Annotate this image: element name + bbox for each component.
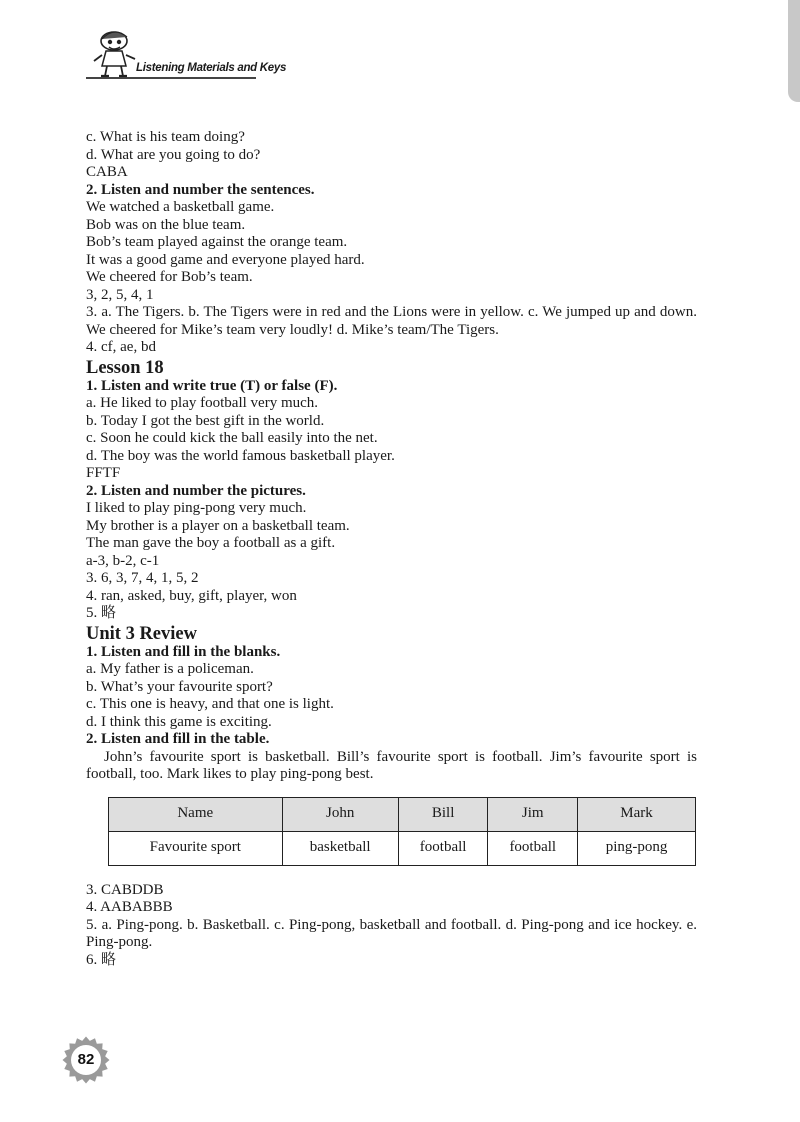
text-line: Bob’s team played against the orange team. bbox=[86, 234, 348, 250]
text-line: b. Today I got the best gift in the world. bbox=[86, 412, 325, 429]
text-line: The man gave the boy a football as a gift. bbox=[86, 535, 336, 551]
section-title: 1. Listen and fill in the blanks. bbox=[86, 643, 281, 660]
section-title: 2. Listen and fill in the table. bbox=[86, 731, 270, 747]
answer-line: 4. ran, asked, buy, gift, player, won bbox=[86, 587, 297, 604]
answer-line: 5. 略 bbox=[86, 605, 117, 621]
text-line: b. What’s your favourite sport? bbox=[86, 678, 273, 695]
answer-paragraph: 5. a. Ping-pong. b. Basketball. c. Ping-pong, basketball and football. d. Ping-pong and ice hockey. e. Ping-pong. bbox=[86, 916, 697, 950]
page-content bbox=[86, 129, 697, 969]
text-line: Bob was on the blue team. bbox=[86, 216, 246, 233]
text-line: It was a good game and everyone played hard. bbox=[86, 251, 365, 268]
answer-line: 3. 6, 3, 7, 4, 1, 5, 2 bbox=[86, 570, 199, 586]
table-header-cell: Mark bbox=[578, 797, 696, 831]
text-line: We watched a basketball game. bbox=[86, 199, 275, 215]
text-line: d. What are you going to do? bbox=[86, 146, 261, 163]
table-cell: basketball bbox=[282, 831, 398, 865]
cartoon-boy-mascot-icon bbox=[92, 28, 138, 78]
table-header-cell: John bbox=[282, 797, 398, 831]
table-cell: football bbox=[398, 831, 488, 865]
table-cell: football bbox=[488, 831, 578, 865]
answer-paragraph: 3. a. The Tigers. b. The Tigers were in red and the Lions were in yellow. c. We jumped up and down. We cheered for Mike’s team very loudly! d. Mike’s team/The Tigers. bbox=[86, 304, 697, 338]
answer-line: 4. cf, ae, bd bbox=[86, 339, 156, 355]
text-line: c. This one is heavy, and that one is light. bbox=[86, 696, 334, 712]
answer-line: 3. CABDDB bbox=[86, 881, 164, 898]
answer-line: 4. AABABBB bbox=[86, 899, 173, 915]
text-line: a. My father is a policeman. bbox=[86, 661, 254, 677]
text-line: My brother is a player on a basketball team. bbox=[86, 517, 350, 534]
favourite-sport-table bbox=[108, 797, 696, 866]
table-header-cell: Jim bbox=[488, 797, 578, 831]
header-title: Listening Materials and Keys bbox=[136, 62, 287, 74]
table-row bbox=[109, 831, 696, 865]
text-line: c. What is his team doing? bbox=[86, 129, 245, 145]
table-cell: Favourite sport bbox=[109, 831, 283, 865]
table-header-row bbox=[109, 797, 696, 831]
text-line: a. He liked to play football very much. bbox=[86, 395, 319, 411]
text-line: We cheered for Bob’s team. bbox=[86, 269, 253, 285]
text-line: c. Soon he could kick the ball easily into the net. bbox=[86, 430, 378, 446]
section-title: 2. Listen and number the sentences. bbox=[86, 181, 315, 198]
page-number: 82 bbox=[77, 1051, 95, 1068]
review-heading: Unit 3 Review bbox=[86, 623, 197, 644]
text-line: d. I think this game is exciting. bbox=[86, 713, 272, 730]
header-rule bbox=[86, 77, 256, 79]
text-line: I liked to play ping-pong very much. bbox=[86, 500, 307, 516]
answer-line: 3, 2, 5, 4, 1 bbox=[86, 286, 154, 303]
side-page-tab bbox=[788, 0, 800, 102]
section-title: 2. Listen and number the pictures. bbox=[86, 482, 306, 499]
page-header bbox=[86, 28, 287, 84]
table-cell: ping-pong bbox=[578, 831, 696, 865]
section-title: 1. Listen and write true (T) or false (F). bbox=[86, 377, 338, 394]
table-header-cell: Name bbox=[109, 797, 283, 831]
answer-line: FFTF bbox=[86, 465, 121, 481]
answer-line: 6. 略 bbox=[86, 951, 117, 968]
text-line: d. The boy was the world famous basketball player. bbox=[86, 447, 395, 464]
answer-line: CABA bbox=[86, 164, 128, 180]
answer-line: a-3, b-2, c-1 bbox=[86, 552, 160, 569]
table-header-cell: Bill bbox=[398, 797, 488, 831]
text-paragraph: John’s favourite sport is basketball. Bill’s favourite sport is football. Jim’s favourite sport is football, too. Mark likes to play ping-pong best. bbox=[86, 748, 697, 782]
lesson-heading: Lesson 18 bbox=[86, 357, 164, 378]
